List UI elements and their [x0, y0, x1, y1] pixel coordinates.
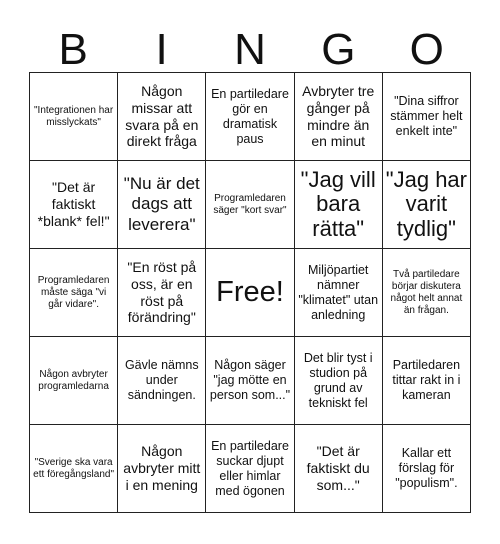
bingo-cell[interactable]: Det blir tyst i studion på grund av tekniskt fel — [295, 337, 383, 425]
bingo-cell[interactable]: Gävle nämns under sändningen. — [118, 337, 206, 425]
bingo-cell[interactable]: Någon avbryter programledarna — [30, 337, 118, 425]
bingo-cell[interactable]: "En röst på oss, är en röst på förändring" — [118, 249, 206, 337]
bingo-cell[interactable]: Partiledaren tittar rakt in i kameran — [383, 337, 471, 425]
header-letter-n: N — [234, 25, 266, 74]
bingo-cell[interactable]: Kallar ett förslag för "populism". — [383, 425, 471, 513]
bingo-free-cell[interactable]: Free! — [206, 249, 294, 337]
bingo-cell[interactable]: Programledaren säger "kort svar" — [206, 161, 294, 249]
bingo-cell[interactable]: Programledaren måste säga "vi går vidare". — [30, 249, 118, 337]
header-letter-b: B — [58, 25, 88, 74]
header-letter-g: G — [321, 25, 356, 74]
bingo-cell[interactable]: "Jag har varit tydlig" — [383, 161, 471, 249]
bingo-cell[interactable]: Två partiledare börjar diskutera något helt annat än frågan. — [383, 249, 471, 337]
bingo-cell[interactable]: Någon avbryter mitt i en mening — [118, 425, 206, 513]
bingo-cell[interactable]: "Jag vill bara rätta" — [295, 161, 383, 249]
bingo-cell[interactable]: Miljöpartiet nämner "klimatet" utan anledning — [295, 249, 383, 337]
header-letter-o: O — [409, 25, 444, 74]
bingo-cell[interactable]: "Det är faktiskt *blank* fel!" — [30, 161, 118, 249]
header-letter-i: I — [155, 25, 168, 74]
bingo-cell[interactable]: Någon missar att svara på en direkt fråga — [118, 73, 206, 161]
bingo-cell[interactable]: En partiledare suckar djupt eller himlar med ögonen — [206, 425, 294, 513]
bingo-cell[interactable]: "Integrationen har misslyckats" — [30, 73, 118, 161]
bingo-cell[interactable]: Avbryter tre gånger på mindre än en minut — [295, 73, 383, 161]
bingo-cell[interactable]: En partiledare gör en dramatisk paus — [206, 73, 294, 161]
bingo-cell[interactable]: Någon säger "jag mötte en person som..." — [206, 337, 294, 425]
bingo-cell[interactable]: "Nu är det dags att leverera" — [118, 161, 206, 249]
bingo-grid — [29, 72, 471, 513]
bingo-cell[interactable]: "Dina siffror stämmer helt enkelt inte" — [383, 73, 471, 161]
bingo-cell[interactable]: "Sverige ska vara ett föregångsland" — [30, 425, 118, 513]
bingo-cell[interactable]: "Det är faktiskt du som..." — [295, 425, 383, 513]
bingo-header — [29, 26, 471, 74]
